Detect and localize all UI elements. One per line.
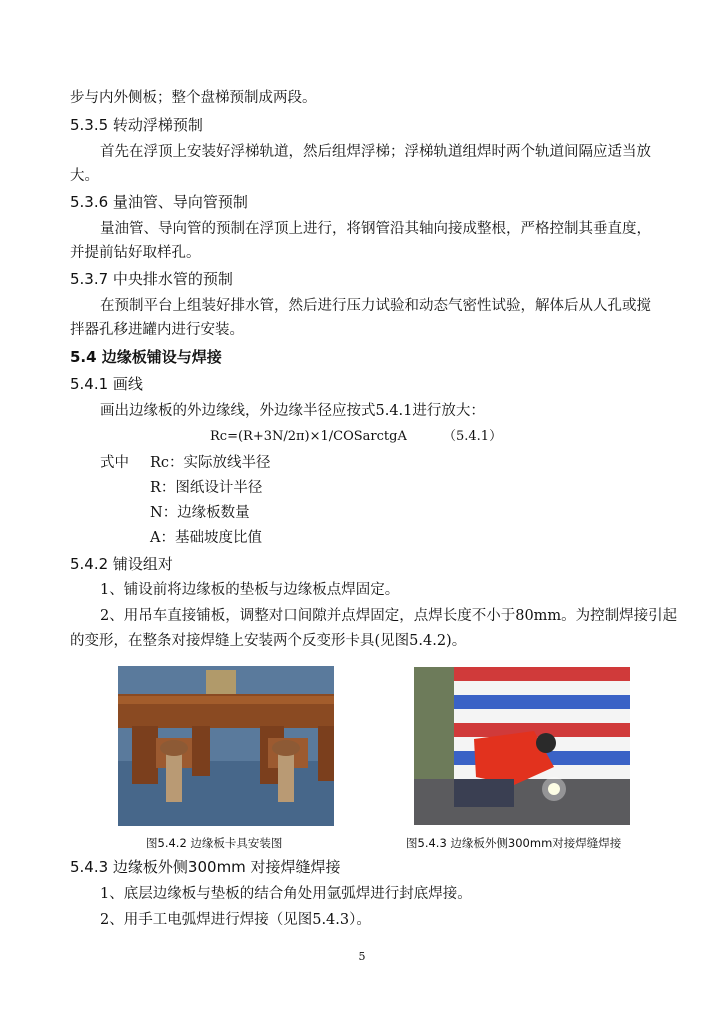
figure-caption-5-4-2: 图5.4.2 边缘板卡具安装图 (146, 836, 283, 850)
formula: Rc=(R+3N/2π)×1/COSarctgA (210, 429, 407, 444)
formula-number: （5.4.1） (443, 429, 503, 444)
section-heading-5-4: 5.4 边缘板铺设与焊接 (70, 348, 222, 366)
paragraph-line: 在预制平台上组装好排水管，然后进行压力试验和动态气密性试验，解体后从人孔或搅 (100, 298, 651, 314)
clamp-fixture-photo (118, 666, 334, 826)
section-heading-5-3-7: 5.3.7 中央排水管的预制 (70, 270, 233, 288)
section-heading-5-4-1: 5.4.1 画线 (70, 375, 143, 393)
page-number: 5 (358, 950, 366, 963)
paragraph-line: 的变形，在整条对接焊缝上安装两个反变形卡具(见图5.4.2)。 (70, 633, 467, 649)
variable-definition: A：基础坡度比值 (150, 530, 262, 546)
paragraph-line: 1、底层边缘板与垫板的结合角处用氩弧焊进行封底焊接。 (100, 886, 472, 902)
variable-definition: Rc：实际放线半径 (150, 455, 271, 471)
variable-definition: R：图纸设计半径 (150, 480, 263, 496)
variable-definition: N：边缘板数量 (150, 505, 250, 521)
section-heading-5-4-2: 5.4.2 铺设组对 (70, 555, 173, 573)
paragraph-line: 画出边缘板的外边缘线，外边缘半径应按式5.4.1进行放大： (100, 403, 485, 419)
section-heading-5-3-5: 5.3.5 转动浮梯预制 (70, 116, 203, 134)
where-label: 式中 (100, 455, 129, 471)
paragraph-line: 并提前钻好取样孔。 (70, 245, 201, 261)
paragraph-line: 步与内外侧板；整个盘梯预制成两段。 (70, 90, 317, 106)
section-heading-5-4-3: 5.4.3 边缘板外侧300mm 对接焊缝焊接 (70, 858, 341, 876)
paragraph-line: 量油管、导向管的预制在浮顶上进行，将钢管沿其轴向接成整根，严格控制其垂直度， (100, 221, 651, 237)
figure-caption-5-4-3: 图5.4.3 边缘板外侧300mm对接焊缝焊接 (406, 836, 622, 850)
paragraph-line: 首先在浮顶上安装好浮梯轨道，然后组焊浮梯；浮梯轨道组焊时两个轨道间隔应适当放 (100, 144, 651, 160)
paragraph-line: 2、用吊车直接铺板，调整对口间隙并点焊固定，点焊长度不小于80mm。为控制焊接引起 (100, 608, 678, 624)
welding-photo (414, 667, 630, 825)
paragraph-line: 2、用手工电弧焊进行焊接（见图5.4.3）。 (100, 912, 371, 928)
section-heading-5-3-6: 5.3.6 量油管、导向管预制 (70, 193, 248, 211)
paragraph-line: 1、铺设前将边缘板的垫板与边缘板点焊固定。 (100, 582, 400, 598)
paragraph-line: 拌器孔移进罐内进行安装。 (70, 322, 244, 338)
paragraph-line: 大。 (70, 168, 99, 184)
